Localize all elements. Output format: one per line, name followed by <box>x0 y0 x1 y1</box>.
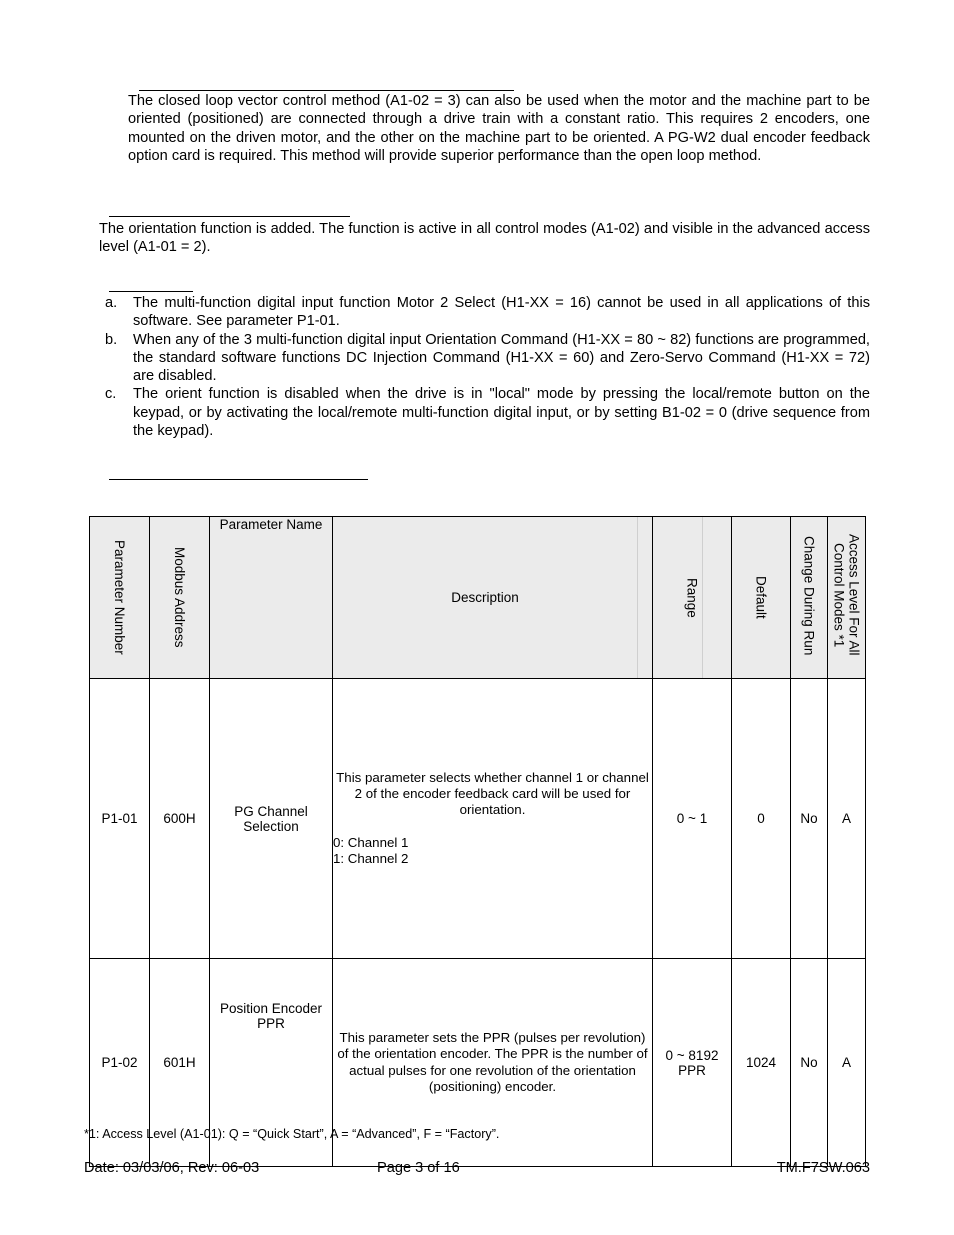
list-item <box>99 294 870 331</box>
section-heading-rule-2 <box>109 216 350 217</box>
table-header-row <box>90 517 866 679</box>
parameter-table <box>89 516 866 1167</box>
cell-change-during-run: No <box>791 959 828 1167</box>
cell-access-level: A <box>828 959 866 1167</box>
closed-loop-paragraph: The closed loop vector control method (A1-02 = 3) can also be used when the motor and the machine part to be oriented (positioned) are connected through a drive train with a constant ratio. This requires 2 encoders, one mounted on the driven motor, and the other on the machine part to be oriented. A PG-W2 dual encoder feedback option card is required. This method will provide superior performance than the open loop method. <box>128 93 870 164</box>
footer-date: Date: 03/03/06, Rev: 06-03 <box>84 1160 260 1176</box>
notes-list <box>99 294 870 440</box>
table-footnote: *1: Access Level (A1-01): Q = “Quick Start”, A = “Advanced”, F = “Factory”. <box>84 1127 500 1141</box>
section-heading-rule-4 <box>109 479 368 480</box>
table-row <box>90 679 866 959</box>
cell-parameter-name: PG Channel Selection <box>210 679 333 959</box>
list-item-text: The orient function is disabled when the drive is in "local" mode by pressing the local/remote button on the keypad, or by activating the local/remote multi-function digital input, or by setting B1-02 = 0 (drive sequence from the keypad). <box>133 386 870 440</box>
header-range: Range <box>653 517 732 679</box>
cell-description: This parameter sets the PPR (pulses per revolution) of the orientation encoder. The PPR is the number of actual pulses for one revolution of the orientation (positioning) encoder. <box>333 959 653 1167</box>
cell-modbus-address: 601H <box>150 959 210 1167</box>
cell-change-during-run: No <box>791 679 828 959</box>
header-description: Description <box>333 517 653 679</box>
cell-range: 0 ~ 8192 PPR <box>653 959 732 1167</box>
cell-modbus-address: 600H <box>150 679 210 959</box>
header-parameter-name: Parameter Name <box>210 517 333 679</box>
cell-default: 0 <box>732 679 791 959</box>
list-marker: a. <box>105 295 118 311</box>
header-parameter-number: Parameter Number <box>90 517 150 679</box>
cell-default: 1024 <box>732 959 791 1167</box>
list-item <box>99 331 870 386</box>
list-marker: b. <box>105 331 118 348</box>
footer-page-number: Page 3 of 16 <box>377 1160 460 1176</box>
section-heading-rule-3 <box>109 291 193 292</box>
cell-access-level: A <box>828 679 866 959</box>
list-item <box>99 385 870 440</box>
footer-document-id: TM.F7SW.063 <box>776 1160 870 1176</box>
header-access-level: Access Level For All Control Modes *1 <box>828 517 866 679</box>
section-heading-rule-1 <box>139 90 514 91</box>
list-item-text: When any of the 3 multi-function digital input Orientation Command (H1-XX = 80 ~ 82) functions are programmed, the standard software functions DC Injection Command (H1-XX = 60) and Zero-Servo Command (H1-XX = 72) are disabled. <box>133 331 870 385</box>
orientation-function-paragraph: The orientation function is added. The function is active in all control modes (A1-02) and visible in the advanced access level (A1-01 = 2). <box>99 221 870 256</box>
cell-parameter-number: P1-02 <box>90 959 150 1167</box>
cell-parameter-number: P1-01 <box>90 679 150 959</box>
cell-description: This parameter selects whether channel 1 or channel 2 of the encoder feedback card will be used for orientation. 0: Channel 1 1: Channel 2 <box>333 679 653 959</box>
list-marker: c. <box>105 386 117 403</box>
header-change-during-run: Change During Run <box>791 517 828 679</box>
cell-parameter-name: Position Encoder PPR <box>210 959 333 1167</box>
header-modbus-address: Modbus Address <box>150 517 210 679</box>
cell-range: 0 ~ 1 <box>653 679 732 959</box>
header-default: Default <box>732 517 791 679</box>
list-item-text: The multi-function digital input function Motor 2 Select (H1-XX = 16) cannot be used in all applications of this software. See parameter P1-01. <box>133 295 870 330</box>
